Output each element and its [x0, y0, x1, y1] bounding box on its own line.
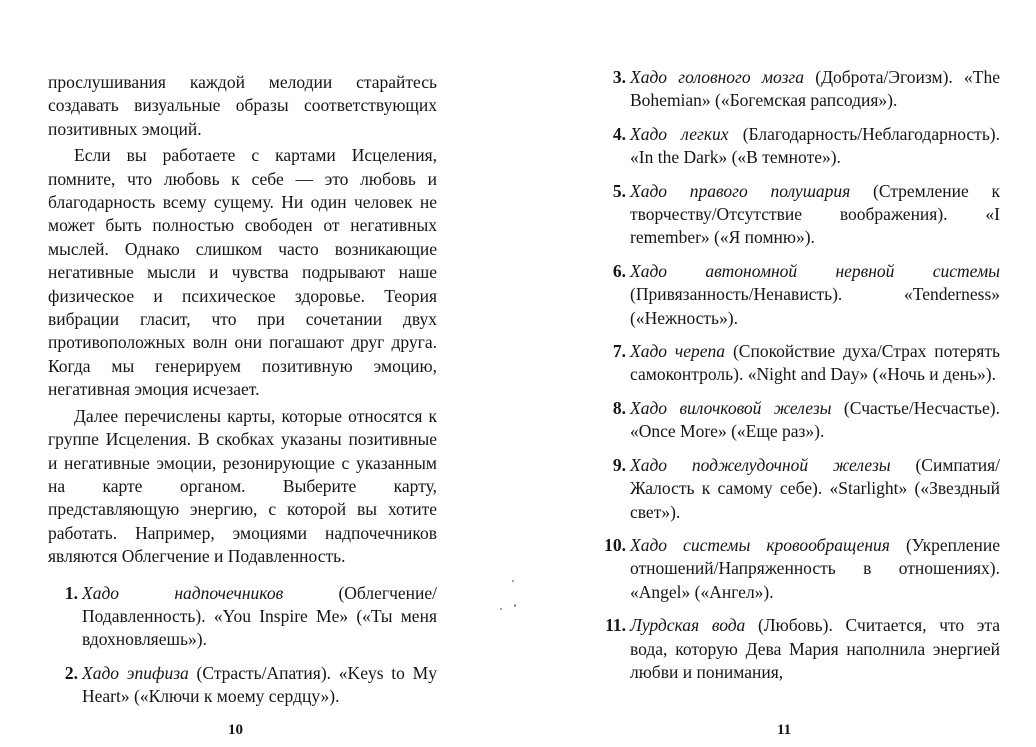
list-item: [64, 662, 437, 709]
item-text: (Любовь). Считается, что эта вода, которую Дева Мария наполнила энергией любви и понимания,: [630, 615, 1000, 682]
scan-speck: [500, 608, 502, 610]
item-text: (Привязанность/Ненависть). «Tenderness» («Нежность»).: [630, 284, 1000, 328]
list-item: [612, 180, 1000, 250]
item-text: (Счастье/Несчастье). «Once More» («Еще раз»).: [630, 397, 1000, 442]
item-number: 9.: [612, 454, 626, 475]
list-item: [605, 614, 1000, 684]
page-number: 10: [228, 722, 243, 738]
item-text: (Доброта/Эгоизм). «The Bohemian» («Богемская рапсодия»).: [630, 67, 1000, 111]
item-number: 1.: [64, 582, 78, 603]
right-page: [518, 0, 1036, 747]
item-text: (Облегчение/Подавленность). «You Inspire Me» («Ты меня вдохновляешь»).: [82, 582, 438, 650]
item-text: (Симпатия/Жалость к самому себе). «Starlight» («Звездный свет»).: [630, 454, 1001, 522]
list-item: [612, 454, 1001, 524]
item-title: Лурдская вода: [630, 615, 746, 636]
paragraph-1: прослушивания каждой мелодии старайтесь создавать визуальные образы соответствующих позитивных эмоций.: [48, 72, 437, 139]
right-text-column: [600, 66, 1000, 694]
item-number: 7.: [612, 341, 626, 362]
list-item: [612, 123, 1000, 170]
page-number: 11: [777, 722, 792, 738]
scan-speck: [512, 580, 514, 582]
list-item: [64, 582, 438, 652]
healing-cards-list-right: [600, 66, 1000, 684]
item-text: (Страсть/Апатия). «Keys to My Heart» («Ключи к моему сердцу»).: [82, 662, 437, 707]
list-item: [604, 534, 1001, 604]
item-text: (Укрепление отношений/Напряженность в отношениях). «Angel» («Ангел»).: [630, 534, 1001, 602]
item-title: Хадо черепа: [630, 341, 726, 362]
item-number: 10.: [604, 534, 626, 555]
item-title: Хадо системы кровообращения: [630, 534, 890, 555]
item-number: 6.: [612, 260, 626, 281]
paragraph-2: Если вы работаете с картами Исцеления, помните, что любовь к себе — это любовь и благодарность всему сущему. Ни один человек не может быть полностью свободен от негативных мыслей. Однако слишком часто возникающие негативные мысли и чувства подрывают наше физическое и психическое здоровье. Теория вибрации гласит, что при сочетании двух противоположных волн они погашают друг друга. Когда мы генерируем позитивную эмоцию, негативная эмоция исчезает.: [48, 145, 437, 400]
item-title: Хадо поджелудочной железы: [630, 454, 891, 475]
item-number: 11.: [605, 615, 626, 636]
list-item: [612, 340, 1000, 387]
item-text: (Спокойствие духа/Страх потерять самоконтроль). «Night and Day» («Ночь и день»).: [630, 341, 1000, 385]
list-item: [612, 397, 1000, 444]
item-title: Хадо автономной нервной системы: [630, 260, 1000, 281]
item-title: Хадо эпифиза: [82, 662, 189, 683]
item-title: Хадо надпочечников: [82, 582, 284, 603]
item-title: Хадо вилочковой железы: [630, 397, 832, 418]
paragraph-3: Далее перечислены карты, которые относятся к группе Исцеления. В скобках указаны позитивные и негативные эмоции, резонирующие с указанным на карте органом. Выберите карту, представляющую энергию, с которой вы хотите работать. Например, эмоциями надпочечников являются Облегчение и Подавленность.: [48, 405, 437, 567]
item-number: 4.: [612, 123, 626, 144]
scan-speck: [514, 604, 516, 607]
item-text: (Благодарность/Неблагодарность). «In the Dark» («В темноте»).: [630, 123, 1000, 168]
left-text-column: [48, 71, 437, 719]
item-number: 8.: [612, 397, 626, 418]
list-item: [612, 260, 1000, 330]
item-title: Хадо правого полушария: [630, 180, 851, 201]
item-number: 5.: [612, 180, 626, 201]
healing-cards-list-left: [48, 582, 437, 709]
item-title: Хадо головного мозга: [630, 67, 804, 87]
item-number: 2.: [64, 662, 78, 683]
list-item: [612, 66, 1000, 113]
item-title: Хадо легких: [630, 123, 729, 144]
item-number: 3.: [612, 67, 626, 87]
item-text: (Стремление к творчеству/Отсутствие воображения). «I remember» («Я помню»).: [630, 180, 1000, 248]
